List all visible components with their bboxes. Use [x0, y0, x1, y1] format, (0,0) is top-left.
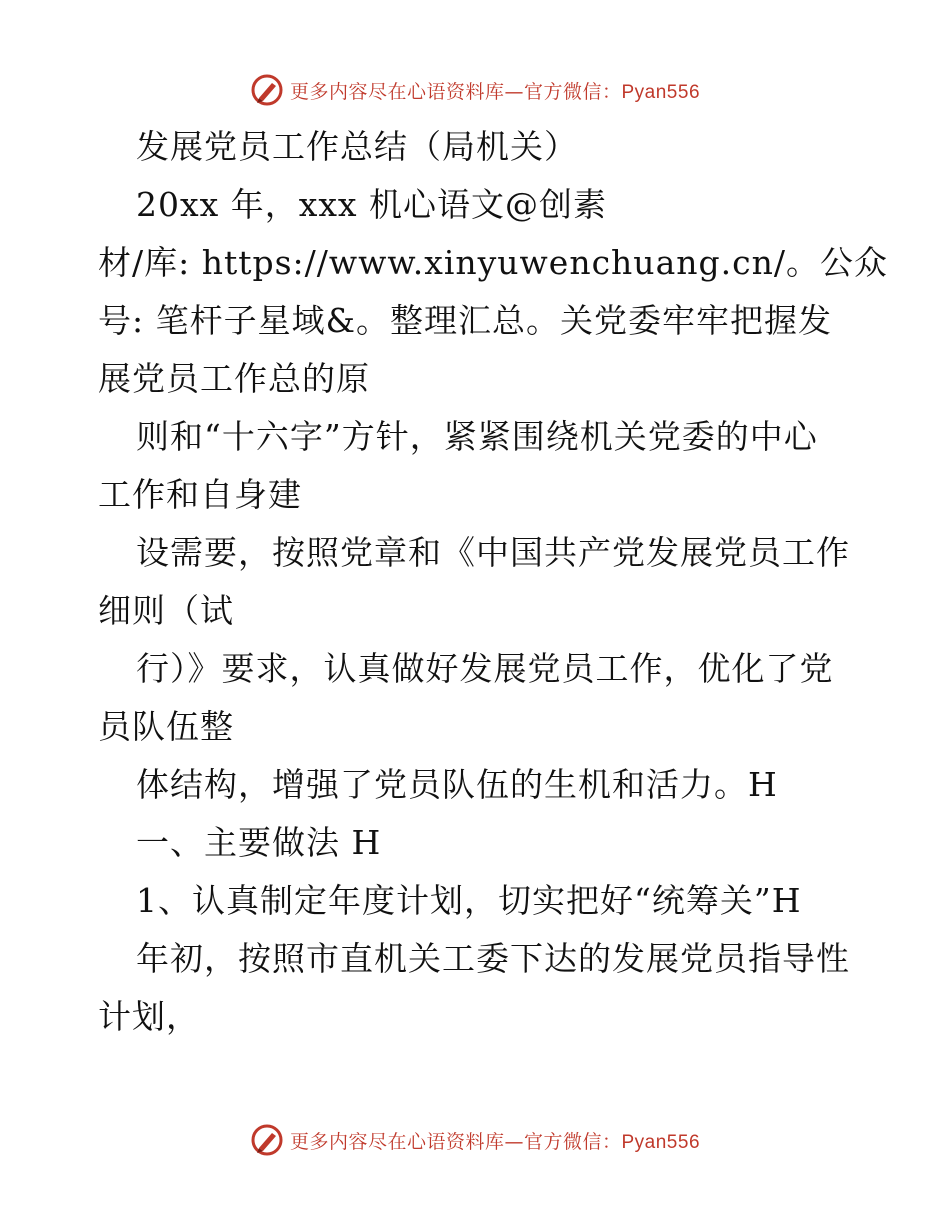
doc-line: 号: 笔杆子星域&。整理汇总。关党委牢牢把握发: [98, 301, 832, 340]
doc-line-title: 发展党员工作总结（局机关）: [136, 127, 578, 166]
doc-line: 设需要，按照党章和《中国共产党发展党员工作: [136, 533, 850, 572]
doc-line: 年初，按照市直机关工委下达的发展党员指导性: [136, 939, 850, 978]
doc-line: 材/库: https://www.xinyuwenchuang.cn/。公众: [98, 243, 888, 282]
footer-banner: [0, 1120, 950, 1160]
doc-line-subheading: 1、认真制定年度计划，切实把好“统筹关”H: [136, 881, 802, 920]
footer-separator: —: [504, 1130, 524, 1153]
header-contact: 官方微信：: [523, 80, 622, 103]
doc-line: 展党员工作总的原: [98, 359, 370, 398]
footer-brand: 更多内容尽在心语资料库: [289, 1130, 505, 1153]
doc-line-section-heading: 一、主要做法 H: [136, 823, 382, 862]
doc-line: 细则（试: [98, 591, 234, 630]
footer-handle: Pyan556: [621, 1131, 701, 1153]
pen-logo-icon: [250, 73, 284, 107]
header-banner: [0, 70, 950, 110]
doc-line: 行）》要求，认真做好发展党员工作，优化了党: [136, 649, 834, 688]
doc-line: 工作和自身建: [98, 475, 302, 514]
header-handle: Pyan556: [621, 81, 701, 103]
doc-line: 则和“十六字”方针，紧紧围绕机关党委的中心: [136, 417, 818, 456]
doc-line: 计划，: [98, 997, 200, 1036]
doc-line: 20xx 年，xxx 机心语文@创素: [136, 185, 608, 224]
doc-line: 体结构，增强了党员队伍的生机和活力。H: [136, 765, 778, 804]
header-brand: 更多内容尽在心语资料库: [289, 80, 505, 103]
footer-contact: 官方微信：: [523, 1130, 622, 1153]
header-banner-text: [290, 77, 700, 104]
header-separator: —: [504, 80, 524, 103]
footer-banner-text: [290, 1127, 700, 1154]
doc-line: 员队伍整: [98, 707, 234, 746]
pen-logo-icon: [250, 1123, 284, 1157]
